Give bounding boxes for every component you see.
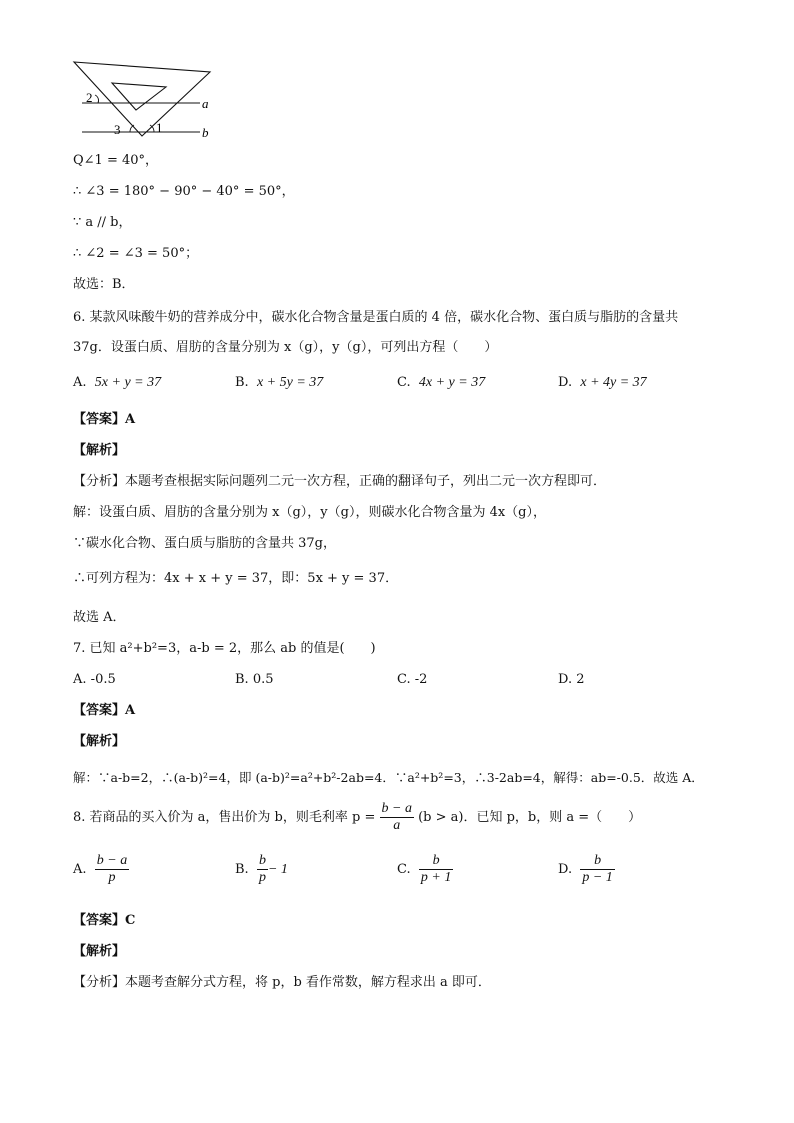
q8-option-d: D. $\frac{b}{p - 1}$ xyxy=(558,853,613,885)
q6-option-c: C. 4x + y = 37 xyxy=(397,375,486,390)
outer-triangle xyxy=(74,62,210,136)
angle2-arc xyxy=(95,95,99,103)
q8-option-b: B. $\frac{b}{p}$ − 1 xyxy=(235,853,288,885)
q6-solution-4: 故选 A． xyxy=(73,610,126,625)
q6-jiexi: 【解析】 xyxy=(73,443,126,458)
label-b: b xyxy=(202,125,209,140)
q5-line-5: 故选：B． xyxy=(73,277,135,292)
label-2: 2 xyxy=(86,90,93,105)
q6-solution-1: 解：设蛋白质、眉肪的含量分别为 x（g），y（g），则碳水化合物含量为 4x（g）， xyxy=(73,505,547,520)
q7-jiexi: 【解析】 xyxy=(73,734,126,749)
q8-option-c: C. $\frac{b}{p + 1}$ xyxy=(397,853,452,885)
q7-option-a: A. -0.5 xyxy=(73,672,116,687)
q7-option-c: C. -2 xyxy=(397,672,428,687)
q5-line-3: ∵ a // b， xyxy=(73,215,132,230)
inner-triangle xyxy=(112,83,166,110)
q6-stem-2: 37g．设蛋白质、眉肪的含量分别为 x（g），y（g），可列出方程（ ） xyxy=(73,340,498,355)
label-1: 1 xyxy=(156,120,163,135)
triangle-parallel-lines-figure xyxy=(70,58,220,140)
q5-line-1: Q∠1 = 40°， xyxy=(73,153,159,168)
q5-line-2: ∴ ∠3 = 180° − 90° − 40° = 50°， xyxy=(73,184,295,199)
q7-solution: 解：∵a-b=2，∴(a-b)²=4，即 (a-b)²=a²+b²-2ab=4．∵a²+b²=3，∴3-2ab=4，解得：ab=-0.5．故选 A． xyxy=(73,770,704,785)
q7-stem: 7. 已知 a²+b²=3，a-b = 2，那么 ab 的值是( ) xyxy=(73,641,376,656)
q8-answer: 【答案】C xyxy=(73,913,136,928)
q6-option-b: B. x + 5y = 37 xyxy=(235,375,324,390)
q8-stem-fraction: $\frac{b - a}{a}$ xyxy=(381,801,412,833)
label-3: 3 xyxy=(114,122,121,137)
q6-solution-3: ∴可列方程为：4x + x + y = 37，即：5x + y = 37． xyxy=(73,571,399,586)
q8-option-a: A. $\frac{b - a}{p}$ xyxy=(73,853,128,885)
q8-jiexi: 【解析】 xyxy=(73,944,126,959)
q6-option-a: A. 5x + y = 37 xyxy=(73,375,162,390)
label-a: a xyxy=(202,96,209,111)
q8-analysis: 【分析】本题考查解分式方程，将 p，b 看作常数，解方程求出 a 即可． xyxy=(73,975,491,990)
q6-stem-1: 6. 某款风味酸牛奶的营养成分中，碳水化合物含量是蛋白质的 4 倍，碳水化合物、蛋白质与脂肪的含量共 xyxy=(73,310,679,325)
q7-answer: 【答案】A xyxy=(73,703,136,718)
q7-option-b: B. 0.5 xyxy=(235,672,274,687)
q5-line-4: ∴ ∠2 = ∠3 = 50°； xyxy=(73,246,199,261)
q8-stem: 8. 若商品的买入价为 a，售出价为 b，则毛利率 p = $\frac{b - a}{a}$ (b > a)．已知 p，b，则 a =（ ） xyxy=(73,801,642,833)
q6-analysis: 【分析】本题考查根据实际问题列二元一次方程，正确的翻译句子，列出二元一次方程即可． xyxy=(73,474,607,489)
q6-option-d: D. x + 4y = 37 xyxy=(558,375,647,390)
q7-option-d: D. 2 xyxy=(558,672,585,687)
q6-solution-2: ∵碳水化合物、蛋白质与脂肪的含量共 37g， xyxy=(73,536,336,551)
q6-answer: 【答案】A xyxy=(73,412,136,427)
